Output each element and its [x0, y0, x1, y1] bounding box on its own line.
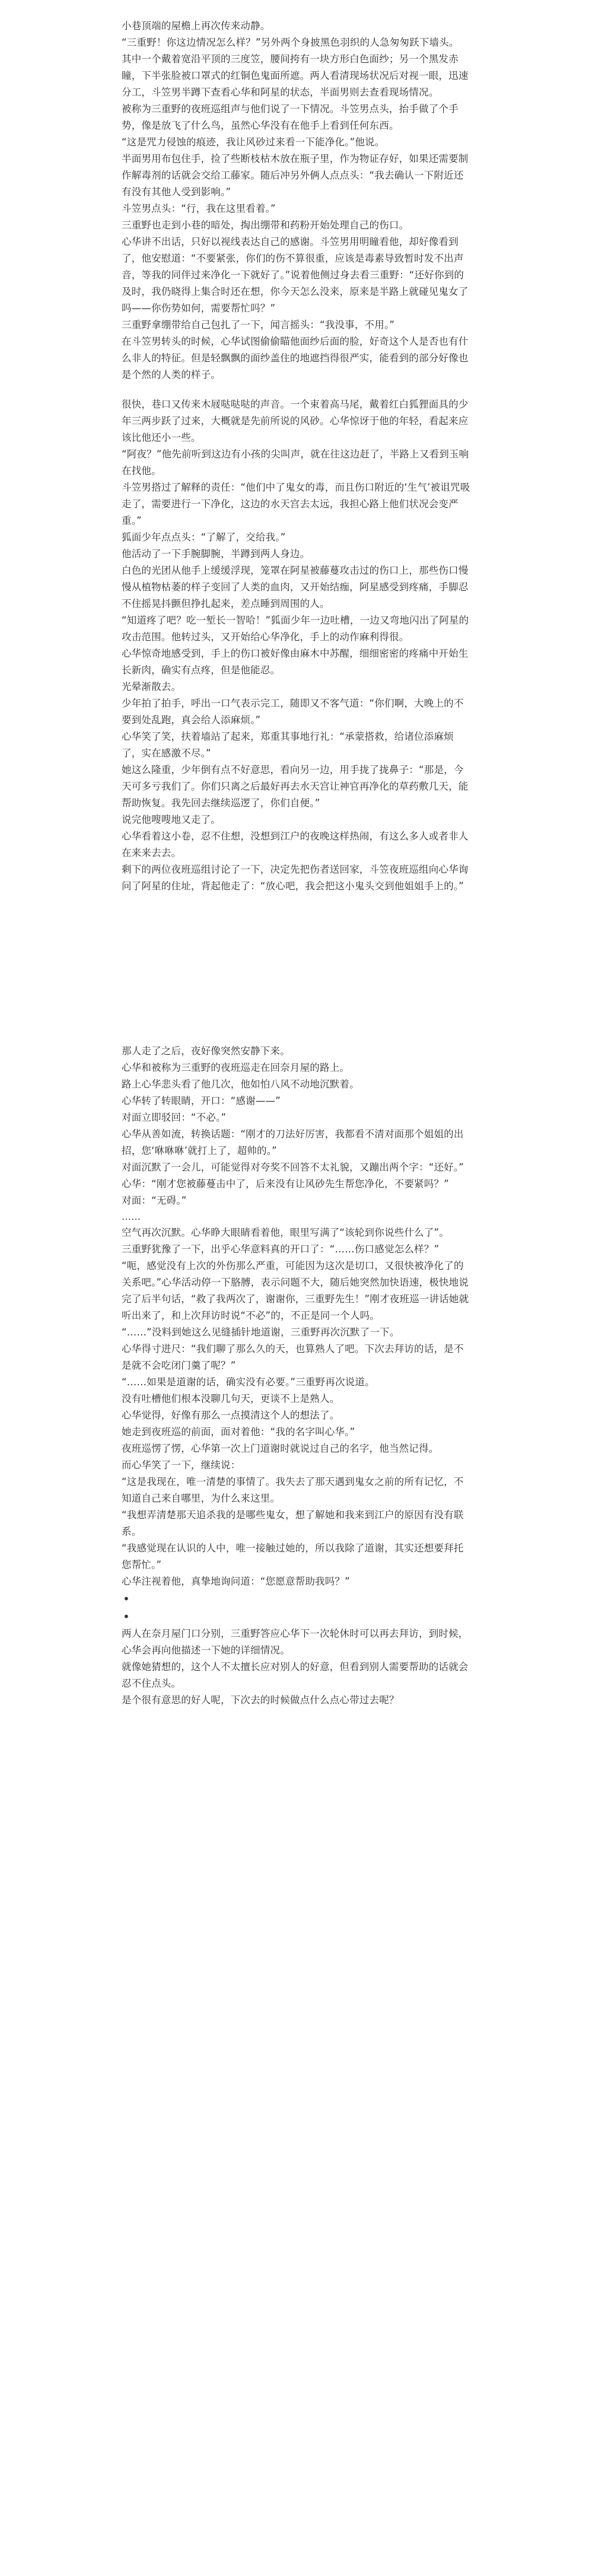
paragraph: 对面：“无碍。” [122, 1195, 187, 1206]
paragraph: 三重野拿绷带给自己包扎了一下，闻言摇头：“我没事，不用。” [122, 319, 395, 330]
bullet-separator: • [123, 1610, 130, 1624]
paragraph: 夜班巡愣了愣，心华第一次上门道谢时就说过自己的名字，他当然记得。 [122, 1443, 439, 1454]
paragraph: 半面男用布包住手，捡了些断枝枯木放在瓶子里，作为物证存好，如果还需要制作解毒剂的话就会交给工藤家。随后冲另外俩人点点头：“我去确认一下附近还有没有其他人受到影响。” [122, 153, 469, 198]
paragraph: 在斗笠男转头的时候，心华试图偷偷瞄他面纱后面的脸，好奇这个人是否也有什么非人的特征。但是轻飘飘的面纱盖住的地遮挡得很严实，能看到的部分好像也是个然的人类的样子。 [122, 336, 469, 380]
paragraph: 心华和被称为三重野的夜班巡走在回奈月屋的路上。 [122, 1062, 350, 1073]
paragraph: 心华得寸进尺：“我们聊了那么久的天，也算熟人了吧。下次去拜访的话，是不是就不会吃闭门羹了呢？” [122, 1343, 464, 1371]
paragraph: 白色的光团从他手上缓缓浮现，笼罩在阿星被藤蔓攻击过的伤口上，那些伤口慢慢从植物枯萎的样子变回了人类的血肉，又开始结痂，阿星感受到疼痛，手脚忍不住摇晃抖颤但挣扎起来，差点睡到周围的人。 [122, 565, 469, 609]
paragraph: 两人在奈月屋门口分别，三重野答应心华下一次轮休时可以再去拜访，到时候，心华会再向他描述一下她的详细情况。 [122, 1628, 469, 1656]
spacer [122, 383, 470, 396]
paragraph: “知道疼了吧？吃一堑长一智哈！”狐面少年一边吐槽，一边又弯地闪出了阿星的攻击范围。他转过头，又开始给心华净化，手上的动作麻利得很。 [122, 615, 469, 643]
paragraph: 路上心华悲头看了他几次，他如怕八风不动地沉默着。 [122, 1079, 359, 1090]
paragraph: “这是我现在，唯一清楚的事情了。我失去了那天遇到鬼女之前的所有记忆，不知道自己来自哪里，为什么来这里。 [122, 1476, 464, 1504]
paragraph: 剩下的两位夜班巡组讨论了一下，决定先把伤者送回家，斗笠夜班巡组向心华询问了阿星的住址，背起他走了：“放心吧，我会把这小鬼头交到他姐姐手上的。” [122, 864, 469, 892]
paragraph: 少年拍了拍手，呼出一口气表示完工，随即又不客气道：“你们啊，大晚上的不要到处乱跑，真会给人添麻烦。” [122, 698, 464, 726]
section-3 [122, 1043, 470, 1209]
paragraph: “我感觉现在认识的人中，唯一接触过她的，所以我除了道谢，其实还想要拜托您帮忙。” [122, 1543, 464, 1570]
paragraph: 很快，巷口又传来木屐哒哒哒的声音。一个束着高马尾，戴着红白狐狸面具的少年三两步跃了过来，大概就是先前所说的风砂。心华惊讶于他的年轻，看起来应该比他还小一些。 [122, 399, 469, 443]
paragraph: 就像她猜想的，这个人不太擅长应对别人的好意，但看到别人需要帮助的话就会忍不住点头。 [122, 1661, 469, 1689]
paragraph: 心华看着这小卷，忍不住想，没想到江户的夜晚这样热闹，有这么多人或者非人在来来去去。 [122, 831, 469, 858]
paragraph: 他活动了一下手腕脚腕，半蹲到两人身边。 [122, 548, 310, 559]
paragraph: 被称为三重野的夜班巡组声与他们说了一下情况。斗笠男点头，抬手做了个手势，像是放飞了什么鸟，虽然心华没有在他手上看到任何东西。 [122, 103, 459, 131]
spacer [122, 895, 470, 1043]
ellipsis-separator: …… [122, 1211, 141, 1222]
paragraph: 心华转了转眼睛，开口：“感谢——” [122, 1095, 281, 1106]
paragraph: 而心华笑了一下，继续说： [122, 1459, 241, 1471]
paragraph: 心华笑了笑，扶着墙站了起来，郑重其事地行礼：“承蒙搭救，给诸位添麻烦了，实在感激不尽。” [122, 731, 454, 759]
paragraph: 狐面少年点点头：“了解了，交给我。” [122, 532, 286, 543]
bullet-separator: • [123, 1592, 130, 1606]
paragraph: “三重野！你这边情况怎么样？”另外两个身披黑色羽织的人急匆匆跃下墙头。 [122, 37, 459, 48]
paragraph: 是个很有意思的好人呢，下次去的时候做点什么点心带过去呢？ [122, 1694, 399, 1706]
paragraph: 她走到夜班巡的前面，面对着他：“我的名字叫心华。” [122, 1426, 355, 1438]
paragraph: 斗笠男点头：“行，我在这里看着。” [122, 203, 276, 214]
section-5 [122, 1626, 470, 1709]
section-1 [122, 18, 470, 383]
paragraph: 三重野犹豫了一下，出乎心华意料真的开口了：“……伤口感觉怎么样？” [122, 1244, 440, 1255]
paragraph: 她这么隆重，少年倒有点不好意思，看向另一边，用手拢了拢鼻子：“那是，今天可多亏我们了。你们只离之后最好再去水天宫让神官再净化的草药敷几天，能帮助恢复。我先回去继续巡逻了，你们自便。” [122, 764, 469, 809]
section-2 [122, 396, 470, 895]
paragraph: “……”没料到她这么见缝插针地道谢，三重野再次沉默了一下。 [122, 1327, 400, 1338]
paragraph: “我想弄清楚那天追杀我的是哪些鬼女，想了解她和我来到江户的原因有没有联系。 [122, 1509, 464, 1537]
paragraph: 心华惊奇地感受到，手上的伤口被好像由麻木中苏醒，细细密密的疼痛中开始生长新肉，确实有点疼，但是他能忍。 [122, 648, 469, 676]
paragraph: 没有吐槽他们根本没聊几句天，更谈不上是熟人。 [122, 1393, 340, 1404]
paragraph: 斗笠男搭过了解释的责任：“他们中了鬼女的毒，而且伤口附近的‘生气’被诅咒吸走了，需要进行一下净化，这边的水天宫去太远，我担心路上他们状况会变严重。” [122, 482, 470, 526]
paragraph: 心华讲不出话，只好以视线表达自己的感谢。斗笠男用明瞳看他，却好像看到了，他安慰道：“不要紧张，你们的伤不算很重，应该是毒素导致暂时发不出声音，等我的同伴过来净化一下就好了。”说着他侧过身去看三重野：“还好你到的及时，我仍晓得上集合时还在想，你今天怎么没来，原来是半路上就碰见鬼女了吗——你伤势如何，需要帮忙吗？” [122, 236, 469, 314]
paragraph: 心华注视着他，真挚地询问道：“您愿意帮助我吗？” [122, 1576, 350, 1587]
paragraph: “这是咒力侵蚀的痕迹，我让风砂过来看一下能净化。”他说。 [122, 136, 385, 148]
paragraph: “……如果是道谢的话，确实没有必要。”三重野再次说道。 [122, 1376, 375, 1388]
paragraph: 其中一个戴着宽沿平顶的三度笠，腰间挎有一块方形白色面纱；另一个黑发赤瞳，下半张脸被口罩式的红铜色鬼面所遮。两人看清现场状况后对视一眼，迅速分工，斗笠男半蹲下查看心华和阿星的状态，半面男则去查看现场情况。 [122, 53, 469, 98]
paragraph: 小巷顶端的屋檐上再次传来动静。 [122, 20, 270, 31]
paragraph: “阿夜？”他先前听到这边有小孩的尖叫声，就在往这边赶了，半路上又看到玉响在找他。 [122, 449, 469, 476]
section-4 [122, 1225, 470, 1590]
paragraph: “呃，感觉没有上次的外伤那么严重，可能因为这次是切口，又很快被净化了的关系吧。”心华活动停一下胳膊，表示问题不大，随后她突然加快语速，极快地说完了后半句话，“救了我两次了，谢谢你，三重野先生！”刚才夜班巡一讲话她就听出来了，和上次拜访时说“不必”的，不正是同一个人吗。 [122, 1260, 469, 1321]
paragraph: 对面立即驳回：“不必。” [122, 1112, 227, 1123]
paragraph: 对面沉默了一会儿，可能觉得对夸奖不回答不太礼貌，又蹦出两个字：“还好。” [122, 1162, 464, 1173]
paragraph: 心华：“刚才您被藤蔓击中了，后来没有让风砂先生帮您净化，不要紧吗？” [122, 1178, 449, 1190]
paragraph: 三重野也走到小巷的暗处，掏出绷带和药粉开始处理自己的伤口。 [122, 220, 409, 231]
paragraph: 空气再次沉默。心华睁大眼睛看着他，眼里写满了“该轮到你说些什么了”。 [122, 1227, 449, 1238]
paragraph: 说完他嗖嗖地又走了。 [122, 814, 221, 825]
paragraph: 光晕渐散去。 [122, 681, 182, 692]
paragraph: 心华觉得，好像有那么一点摸清这个人的想法了。 [122, 1410, 340, 1421]
paragraph: 那人走了之后，夜好像突然安静下来。 [122, 1045, 290, 1057]
paragraph: 心华从善如流，转换话题：“刚才的刀法好厉害，我都看不清对面那个姐姐的出招，您‘咻咻咻’就打上了，超帅的。” [122, 1128, 464, 1156]
